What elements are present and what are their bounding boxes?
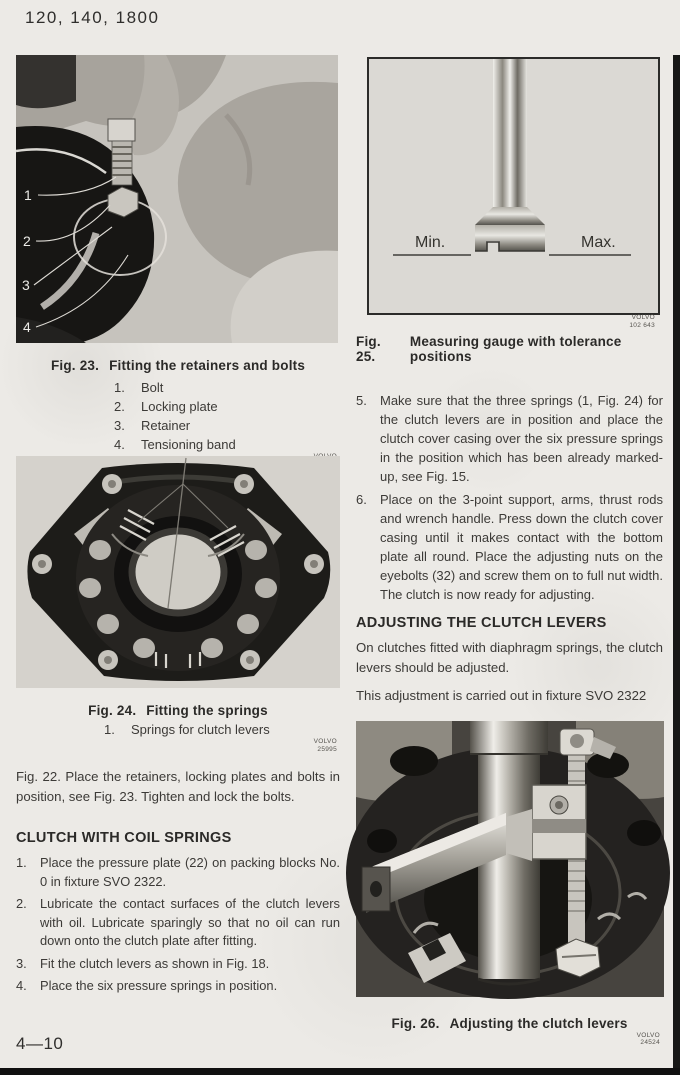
fig24-caption: [16, 703, 340, 718]
fig24-photo-illustration: [16, 456, 340, 688]
coil-springs-steps: [16, 854, 340, 996]
step-text: Make sure that the three springs (1, Fig. 24) for the clutch levers are in position and place the clutch cover casing over the six pressure springs in the position which has been already marked-up, see Fig. 15.: [380, 393, 663, 484]
step-num: 6.: [356, 492, 367, 507]
step-num: 4.: [16, 978, 27, 993]
fig23-callout-3: 3: [22, 277, 30, 293]
legend-text: Retainer: [141, 418, 191, 433]
step-text: Place on the 3-point support, arms, thrust rods and wrench handle. Press down the clutch cover casing until it makes contact with the bottom plate all round. Place the adjusting nuts on the eyebolts (32) and screw them on to full nut width. The clutch is now ready for adjusting.: [380, 492, 663, 602]
paragraph-adjusting-2: This adjustment is carried out in fixture SVO 2322: [356, 688, 647, 703]
fig25-photo-credit: VOLVO 102 643: [629, 314, 655, 329]
fig25-caption: [356, 334, 663, 364]
fig26-photo-illustration: [356, 721, 664, 997]
fig23-legend: [16, 380, 340, 452]
fig23-callout-4: 4: [23, 319, 31, 335]
page-edge-shadow: [673, 55, 680, 1075]
step-text: Place the pressure plate (22) on packing blocks No. 0 in fixture SVO 2322.: [40, 855, 340, 889]
fig26-caption: [356, 1016, 663, 1031]
step-item: [16, 854, 340, 891]
fig23-callout-2: 2: [23, 233, 31, 249]
legend-item: [114, 399, 340, 414]
legend-num: 3.: [114, 418, 125, 433]
page-bottom-edge: [0, 1068, 680, 1075]
step-text: Place the six pressure springs in position.: [40, 978, 278, 993]
step-num: 3.: [16, 955, 27, 971]
legend-item: [114, 380, 340, 395]
step-num: 5.: [356, 393, 367, 408]
step-text: Fit the clutch levers as shown in Fig. 18.: [40, 955, 270, 971]
fig23-callout-1: 1: [24, 187, 32, 203]
paragraph-fig22: Fig. 22. Place the retainers, locking plates and bolts in position, see Fig. 23. Tighten and lock the bolts.: [16, 769, 340, 804]
legend-text: Locking plate: [141, 399, 218, 414]
fig26-photo-credit: VOLVO 24524: [636, 1031, 660, 1047]
fig25-min-label: Min.: [415, 234, 446, 251]
legend-text: Tensioning band: [141, 437, 236, 452]
fig24-legend: [16, 722, 340, 737]
step-item: [356, 391, 663, 486]
legend-num: 1.: [114, 380, 125, 395]
assembly-steps-5-6: [356, 391, 663, 604]
legend-item: [104, 722, 340, 737]
legend-num: 4.: [114, 437, 125, 452]
legend-text: Bolt: [141, 380, 164, 395]
figure-24: [16, 456, 340, 753]
fig26-caption-label: Fig. 26.: [391, 1015, 440, 1031]
figure-23: [16, 55, 340, 452]
legend-num: 1.: [104, 722, 115, 737]
fig25-caption-text: Measuring gauge with tolerance positions: [409, 334, 622, 364]
figure-26: [356, 721, 663, 1047]
fig24-caption-text: Fitting the springs: [146, 703, 268, 718]
heading-clutch-coil-springs: CLUTCH WITH COIL SPRINGS: [16, 830, 232, 846]
fig26-caption-text: Adjusting the clutch levers: [449, 1015, 628, 1031]
legend-item: [114, 418, 340, 433]
legend-item: [114, 437, 340, 452]
step-item: [16, 977, 340, 996]
heading-adjusting-clutch-levers: ADJUSTING THE CLUTCH LEVERS: [356, 615, 607, 631]
fig25-photo-measuring-gauge: [367, 57, 660, 329]
step-item: [356, 490, 663, 604]
legend-text: Springs for clutch levers: [131, 722, 270, 737]
fig23-photo-illustration: [16, 55, 338, 343]
right-column: [356, 57, 663, 1047]
fig23-caption: [16, 358, 340, 373]
fig25-photo-illustration: [369, 59, 658, 313]
figure-25: [356, 57, 663, 364]
paragraph-adjusting-1: On clutches fitted with diaphragm springs, the clutch levers should be adjusted.: [356, 640, 663, 675]
step-num: 2.: [16, 896, 27, 911]
fig25-caption-label: Fig. 25.: [356, 334, 381, 364]
fig23-caption-text: Fitting the retainers and bolts: [109, 358, 306, 373]
page-number: 4—10: [16, 1034, 64, 1053]
fig23-caption-label: Fig. 23.: [50, 358, 100, 373]
step-item: [16, 895, 340, 951]
step-item: [16, 955, 340, 974]
page-header-models: 120, 140, 1800: [25, 8, 160, 27]
step-num: 1.: [16, 855, 27, 870]
step-text: Lubricate the contact surfaces of the clutch levers with oil. Lubricate sparingly so that no oil can run down onto the clutch plate after fitting.: [40, 896, 340, 948]
legend-num: 2.: [114, 399, 125, 414]
left-column: [16, 55, 340, 1000]
fig24-caption-label: Fig. 24.: [88, 703, 137, 718]
fig25-max-label: Max.: [581, 234, 616, 251]
fig24-photo-credit: VOLVO 25995: [313, 738, 337, 753]
fig23-photo-fitting-retainers: [16, 55, 340, 343]
